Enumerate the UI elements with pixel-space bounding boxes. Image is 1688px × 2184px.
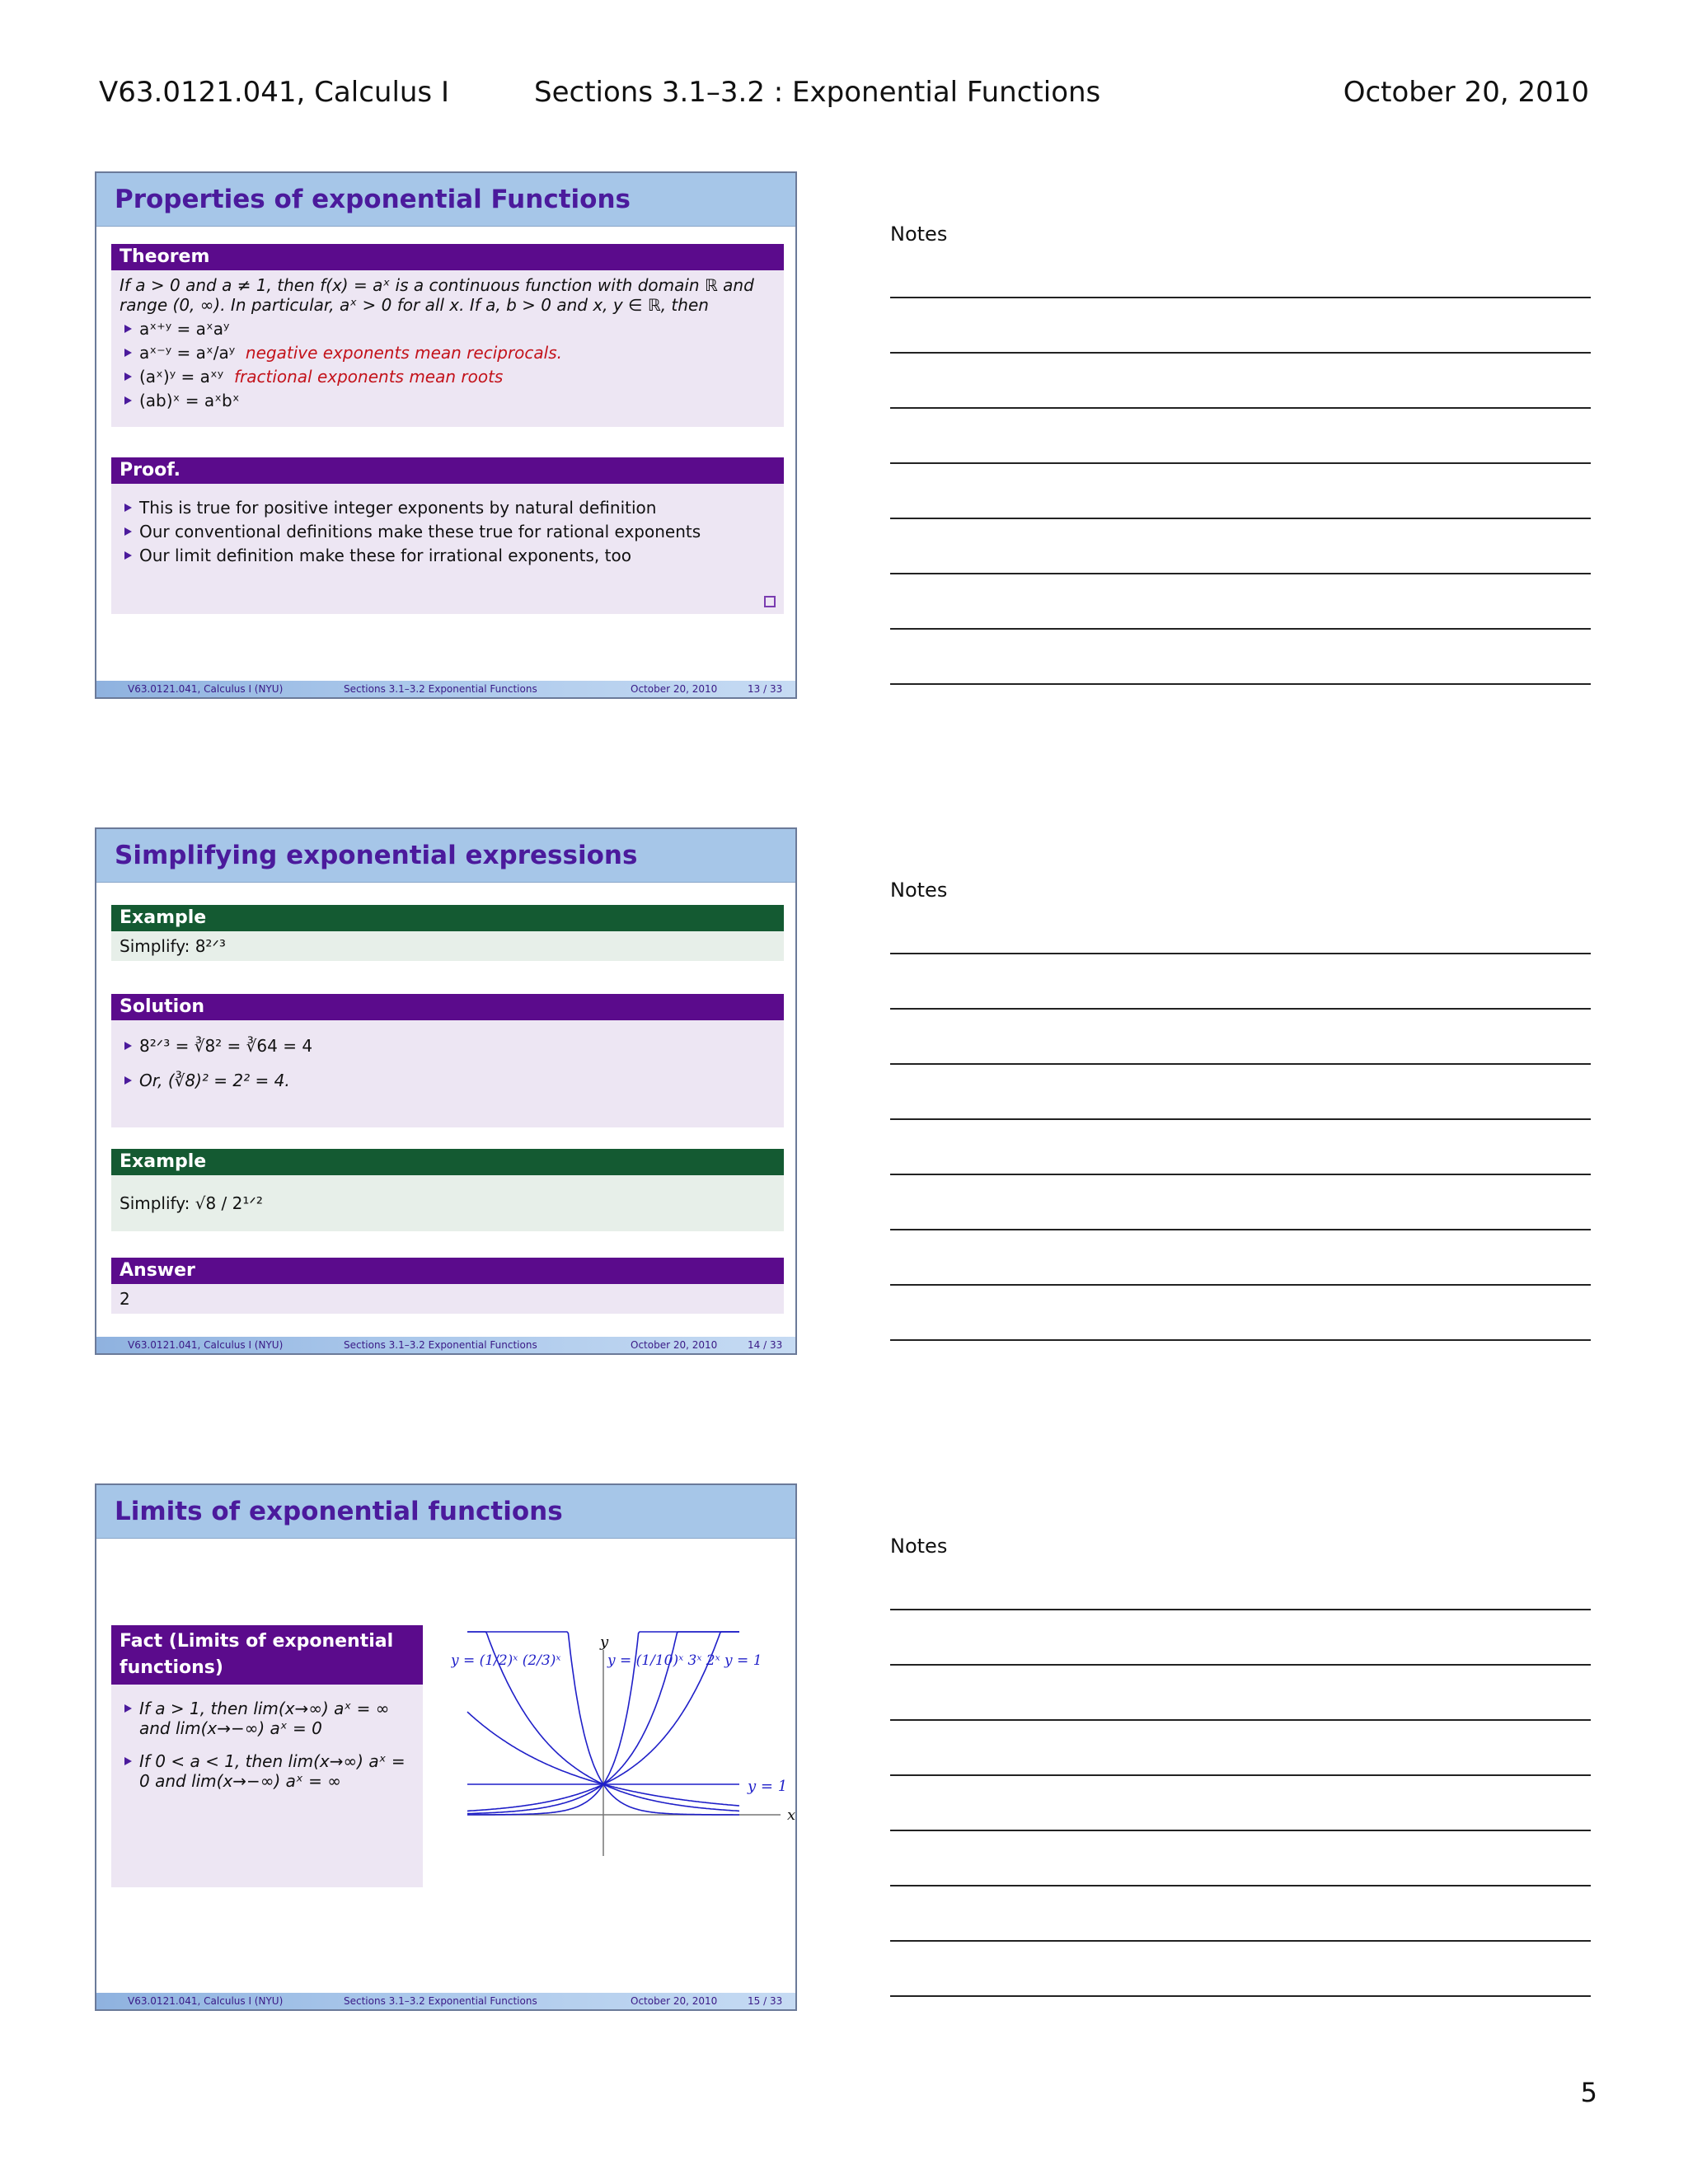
- notes-label: Notes: [890, 879, 948, 902]
- fact-item: If a > 1, then lim(x→∞) aˣ = ∞ and lim(x→−∞) aˣ = 0: [120, 1699, 415, 1738]
- notes-panel-1: [890, 223, 1591, 246]
- slide-title: Properties of exponential Functions: [96, 173, 795, 227]
- exponential-chart-svg: [451, 1617, 797, 1864]
- notes-line: [890, 1229, 1591, 1230]
- notes-line: [890, 628, 1591, 630]
- fact-title: Fact (Limits of exponential functions): [111, 1625, 423, 1685]
- notes-line: [890, 1063, 1591, 1065]
- notes-panel-3: [890, 1535, 1591, 1558]
- notes-line: [890, 297, 1591, 298]
- solution-item: 8²ᐟ³ = ∛8² = ∛64 = 4: [120, 1036, 776, 1056]
- theorem-text-line: If a > 0 and a ≠ 1, then f(x) = aˣ is a continuous function with domain ℝ and: [120, 275, 754, 295]
- x-axis-label: x: [787, 1807, 796, 1824]
- rule-item: aˣ⁻ʸ = aˣ/aʸ negative exponents mean reciprocals.: [120, 343, 776, 363]
- notes-line: [890, 1885, 1591, 1886]
- notes-line: [890, 1719, 1591, 1721]
- top-left-label: y = (1/2)ˣ (2/3)ˣ: [451, 1652, 561, 1669]
- notes-line: [890, 683, 1591, 685]
- notes-label: Notes: [890, 1535, 948, 1558]
- notes-line: [890, 462, 1591, 464]
- example-text: Simplify: 8²ᐟ³: [111, 931, 784, 961]
- page-header-section: Sections 3.1–3.2 : Exponential Functions: [534, 76, 1101, 109]
- solution-block: [111, 994, 784, 1127]
- notes-line: [890, 1774, 1591, 1776]
- proof-item: This is true for positive integer exponents by natural definition: [120, 498, 776, 518]
- answer-text: 2: [111, 1284, 784, 1314]
- top-right-label: y = (1/10)ˣ 3ˣ 2ˣ y = 1: [607, 1652, 762, 1669]
- theorem-title: Theorem: [111, 244, 784, 270]
- notes-line: [890, 352, 1591, 354]
- answer-block: [111, 1258, 784, 1314]
- notes-line: [890, 1609, 1591, 1610]
- page-number: 5: [1580, 2077, 1597, 2108]
- theorem-text-line: range (0, ∞). In particular, aˣ > 0 for all x. If a, b > 0 and x, y ∈ ℝ, then: [120, 295, 709, 315]
- proof-block: [111, 457, 784, 614]
- rule-item: aˣ⁺ʸ = aˣaʸ: [120, 319, 776, 339]
- solution-item: Or, (∛8)² = 2² = 4.: [120, 1071, 776, 1090]
- slide-13: [95, 171, 797, 699]
- example-title: Example: [111, 1149, 784, 1175]
- notes-line: [890, 1339, 1591, 1341]
- slide-14: [95, 827, 797, 1355]
- proof-item: Our conventional definitions make these true for rational exponents: [120, 522, 776, 541]
- solution-title: Solution: [111, 994, 784, 1020]
- example-block: [111, 905, 784, 961]
- theorem-block: [111, 244, 784, 427]
- slide-title: Limits of exponential functions: [96, 1485, 795, 1539]
- notes-line: [890, 1008, 1591, 1010]
- slide-15: [95, 1483, 797, 2011]
- slide-title: Simplifying exponential expressions: [96, 829, 795, 883]
- page-header-date: October 20, 2010: [1343, 76, 1589, 109]
- notes-line: [890, 1830, 1591, 1831]
- example-block-2: [111, 1149, 784, 1231]
- notes-line: [890, 1995, 1591, 1997]
- notes-line: [890, 1284, 1591, 1286]
- notes-line: [890, 1118, 1591, 1120]
- notes-line: [890, 407, 1591, 409]
- qed-square-icon: [764, 596, 776, 607]
- rule-item: (aˣ)ʸ = aˣʸ fractional exponents mean roots: [120, 367, 776, 387]
- notes-line: [890, 1940, 1591, 1942]
- notes-line: [890, 1174, 1591, 1175]
- example-text: Simplify: √8 / 2¹ᐟ²: [111, 1175, 784, 1231]
- slide-footer: V63.0121.041, Calculus I (NYU) Sections 3.1–3.2 Exponential Functions October 20, 2010 15 / 33: [96, 1993, 795, 2009]
- rule-item: (ab)ˣ = aˣbˣ: [120, 391, 776, 410]
- slide-footer: V63.0121.041, Calculus I (NYU) Sections 3.1–3.2 Exponential Functions October 20, 2010 13 / 33: [96, 681, 795, 697]
- notes-line: [890, 573, 1591, 574]
- slide-footer: V63.0121.041, Calculus I (NYU) Sections 3.1–3.2 Exponential Functions October 20, 2010 14 / 33: [96, 1337, 795, 1353]
- notes-line: [890, 518, 1591, 519]
- y-axis-label: y: [600, 1633, 609, 1651]
- proof-item: Our limit definition make these for irrational exponents, too: [120, 546, 776, 565]
- notes-panel-2: [890, 879, 1591, 902]
- y1-label: y = 1: [748, 1778, 788, 1795]
- notes-label: Notes: [890, 223, 948, 246]
- exponential-chart: [451, 1617, 797, 1864]
- fact-item: If 0 < a < 1, then lim(x→∞) aˣ = 0 and lim(x→−∞) aˣ = ∞: [120, 1751, 415, 1791]
- fact-block: [111, 1625, 423, 1887]
- example-title: Example: [111, 905, 784, 931]
- page-header-course: V63.0121.041, Calculus I: [99, 76, 449, 109]
- answer-title: Answer: [111, 1258, 784, 1284]
- notes-line: [890, 953, 1591, 954]
- notes-line: [890, 1664, 1591, 1666]
- proof-title: Proof.: [111, 457, 784, 484]
